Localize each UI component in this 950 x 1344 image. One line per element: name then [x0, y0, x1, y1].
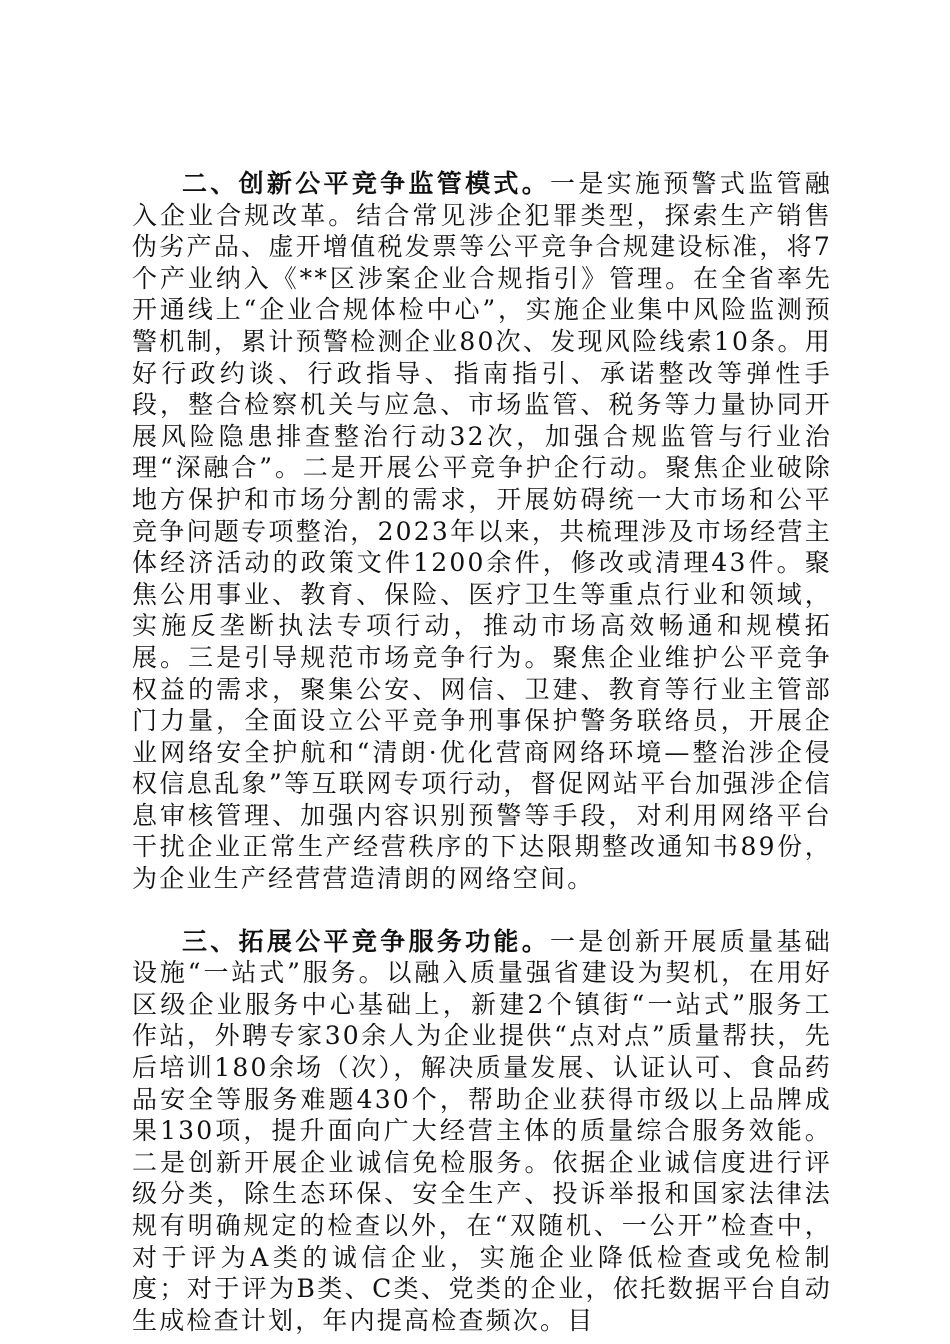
document-page	[132, 168, 832, 1336]
section-heading: 三、拓展公平竞争服务功能。	[182, 926, 551, 956]
paragraph-body: 一是实施预警式监管融入企业合规改革。结合常见涉企犯罪类型，探索生产销售伪劣产品、虚开增值税发票等公平竞争合规建设标准，将7个产业纳入《**区涉案企业合规指引》管理。在全省率先开通线上“企业合规体检中心”，实施企业集中风险监测预警机制，累计预警检测企业80次、发现风险线索10条。用好行政约谈、行政指导、指南指引、承诺整改等弹性手段，整合检察机关与应急、市场监管、税务等力量协同开展风险隐患排查整治行动32次，加强合规监管与行业治理“深融合”。二是开展公平竞争护企行动。聚焦企业破除地方保护和市场分割的需求，开展妨碍统一大市场和公平竞争问题专项整治，2023年以来，共梳理涉及市场经营主体经济活动的政策文件1200余件，修改或清理43件。聚焦公用事业、教育、保险、医疗卫生等重点行业和领域，实施反垄断执法专项行动，推动市场高效畅通和规模拓展。三是引导规范市场竞争行为。聚焦企业维护公平竞争权益的需求，聚集公安、网信、卫建、教育等行业主管部门力量，全面设立公平竞争刑事保护警务联络员，开展企业网络安全护航和“清朗·优化营商网络环境—整治涉企侵权信息乱象”等互联网专项行动，督促网站平台加强涉企信息审核管理、加强内容识别预警等手段，对利用网络平台干扰企业正常生产经营秩序的下达限期整改通知书89份，为企业生产经营营造清朗的网络空间。	[132, 169, 832, 894]
paragraph-section-3	[132, 926, 832, 1337]
paragraph-body: 一是创新开展质量基础设施“一站式”服务。以融入质量强省建设为契机，在用好区级企业服务中心基础上，新建2个镇街“一站式”服务工作站，外聘专家30余人为企业提供“点对点”质量帮扶，先后培训180余场（次），解决质量发展、认证认可、食品药品安全等服务难题430个，帮助企业获得市级以上品牌成果130项，提升面向广大经营主体的质量综合服务效能。二是创新开展企业诚信免检服务。依据企业诚信度进行评级分类，除生态环保、安全生产、投诉举报和国家法律法规有明确规定的检查以外，在“双随机、一公开”检查中，对于评为A类的诚信企业，实施企业降低检查或免检制度；对于评为B类、C类、党类的企业，依托数据平台自动生成检查计划，年内提高检查频次。目	[132, 926, 832, 1335]
section-heading: 二、创新公平竞争监管模式。	[182, 169, 551, 198]
paragraph-section-2	[132, 168, 832, 895]
